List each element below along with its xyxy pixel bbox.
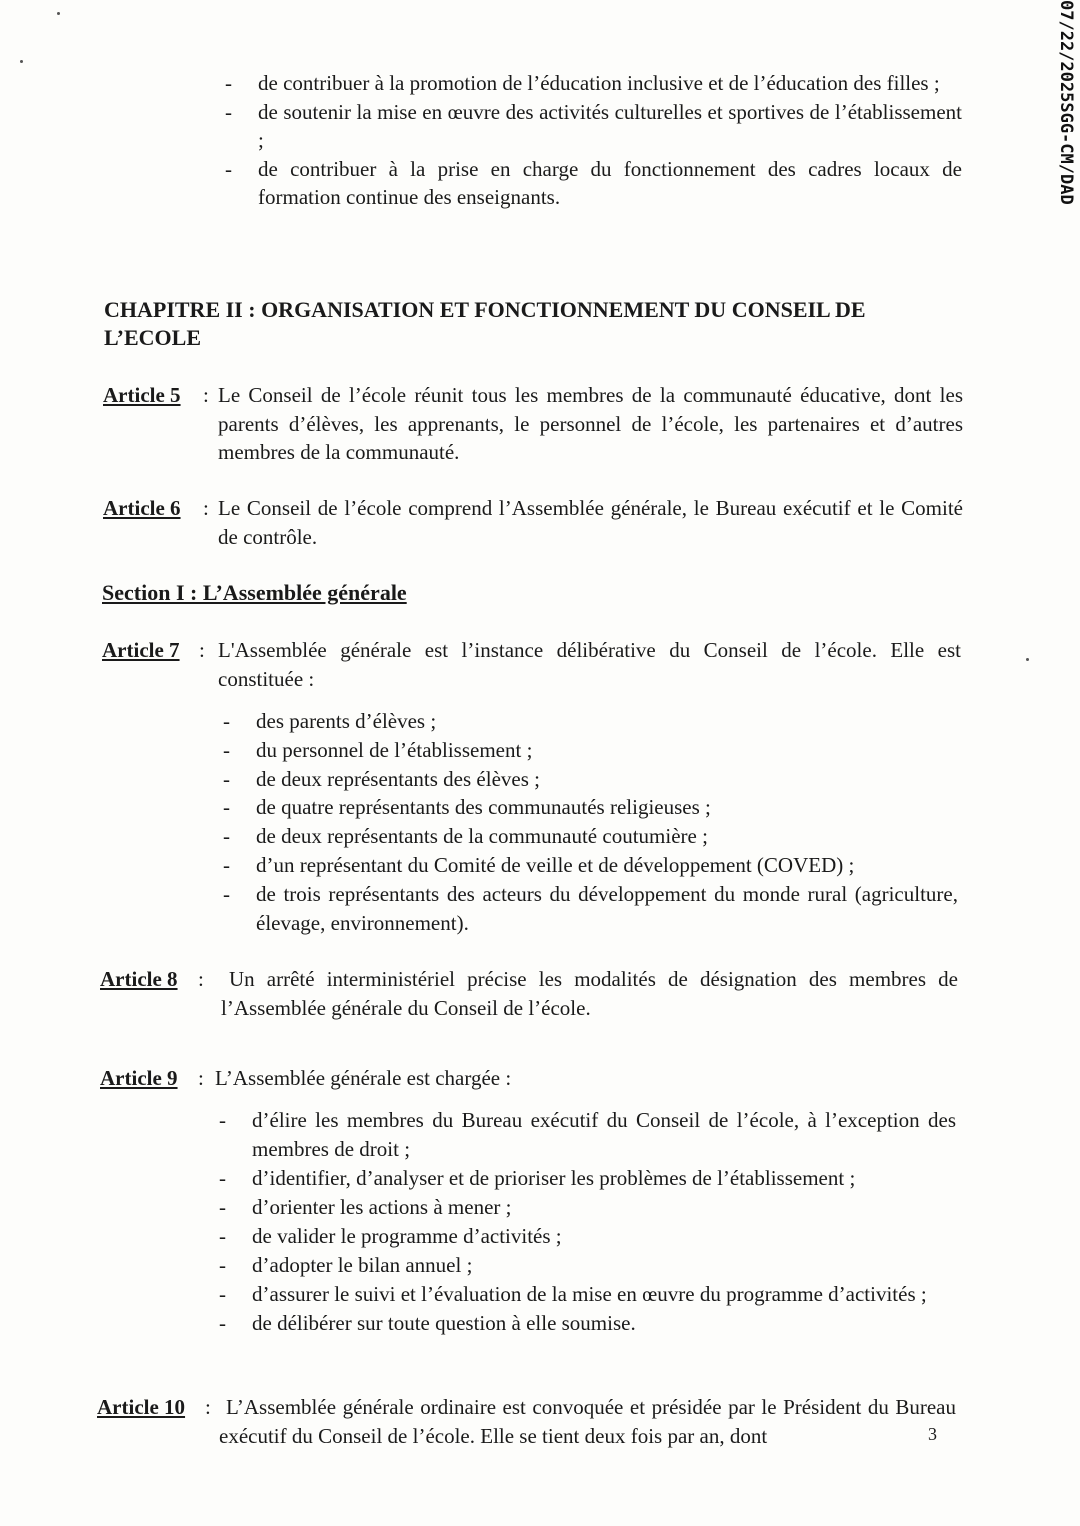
article-8 <box>100 965 960 1025</box>
article-separator: : <box>198 1066 204 1090</box>
list-item: - de valider le programme d’activités ; <box>219 1224 562 1248</box>
article-6 <box>103 494 963 554</box>
article-text: Le Conseil de l’école réunit tous les membres de la communauté éducative, dont les parents d’élèves, les apprenants, le personnel de l’école, les partenaires et d’autres membres de la communauté. <box>218 383 963 464</box>
list-item: - d’un représentant du Comité de veille et de développement (COVED) ; <box>223 852 855 877</box>
scan-speck <box>57 12 60 15</box>
scan-speck <box>20 60 23 63</box>
list-item: - de contribuer à la promotion de l’éducation inclusive et de l’éducation des filles ; <box>225 71 940 95</box>
article-separator: : <box>205 1395 211 1419</box>
article-text: Un arrêté interministériel précise les modalités de désignation des membres de l’Assemblée générale du Conseil de l’école. <box>221 967 958 1020</box>
list-item: - d’adopter le bilan annuel ; <box>219 1253 473 1277</box>
article-label: Article 7 <box>102 638 180 662</box>
section-heading: Section I : L’Assemblée générale <box>102 580 407 605</box>
assembly-members-list <box>223 707 958 937</box>
list-item: - de contribuer à la prise en charge du fonctionnement des cadres locaux de formation continue des enseignants. <box>225 156 962 209</box>
article-7 <box>102 636 962 696</box>
assembly-duties-list <box>219 1106 956 1338</box>
article-separator: : <box>203 383 209 407</box>
article-label: Article 10 <box>97 1395 186 1419</box>
intro-list <box>225 69 962 212</box>
list-item: - d’orienter les actions à mener ; <box>219 1195 512 1219</box>
list-item: - de trois représentants des acteurs du développement du monde rural (agriculture, élevage, environnement). <box>223 881 958 935</box>
article-text: Le Conseil de l’école comprend l’Assemblée générale, le Bureau exécutif et le Comité de contrôle. <box>218 496 963 549</box>
article-text: L’Assemblée générale est chargée : <box>215 1066 512 1090</box>
article-separator: : <box>198 967 204 991</box>
list-item: - de quatre représentants des communautés religieuses ; <box>223 795 711 820</box>
article-5 <box>103 381 963 471</box>
article-10 <box>97 1393 957 1453</box>
scan-speck <box>1026 658 1029 661</box>
list-item: - du personnel de l’établissement ; <box>223 737 533 762</box>
article-text: L’Assemblée générale ordinaire est convoquée et présidée par le Président du Bureau exécutif du Conseil de l’école. Elle se tient deux fois par an, dont <box>219 1395 956 1448</box>
list-item: - d’élire les membres du Bureau exécutif du Conseil de l’école, à l’exception des membres de droit ; <box>219 1108 956 1161</box>
list-item: - de deux représentants de la communauté coutumière ; <box>223 824 708 849</box>
article-label: Article 9 <box>100 1066 178 1090</box>
list-item: - de délibérer sur toute question à elle soumise. <box>219 1311 636 1335</box>
article-label: Article 5 <box>103 383 181 407</box>
page-number: 3 <box>928 1424 937 1444</box>
registration-stamp: 07/22/2025SGG-CM/DAD <box>1056 0 1076 205</box>
article-label: Article 6 <box>103 496 181 520</box>
article-text: L'Assemblée générale est l’instance délibérative du Conseil de l’école. Elle est constituée : <box>218 638 961 691</box>
article-label: Article 8 <box>100 967 178 991</box>
list-item: - d’identifier, d’analyser et de prioriser les problèmes de l’établissement ; <box>219 1166 856 1190</box>
list-item: - des parents d’élèves ; <box>223 709 437 733</box>
article-separator: : <box>199 638 205 662</box>
list-item: - de soutenir la mise en œuvre des activités culturelles et sportives de l’établissement ; <box>225 99 962 152</box>
list-item: - de deux représentants des élèves ; <box>223 766 540 791</box>
article-separator: : <box>203 496 209 520</box>
list-item: - d’assurer le suivi et l’évaluation de la mise en œuvre du programme d’activités ; <box>219 1282 927 1306</box>
chapter-heading: CHAPITRE II : ORGANISATION ET FONCTIONNEMENT DU CONSEIL DE L’ECOLE <box>104 297 866 350</box>
article-9 <box>100 1064 960 1094</box>
